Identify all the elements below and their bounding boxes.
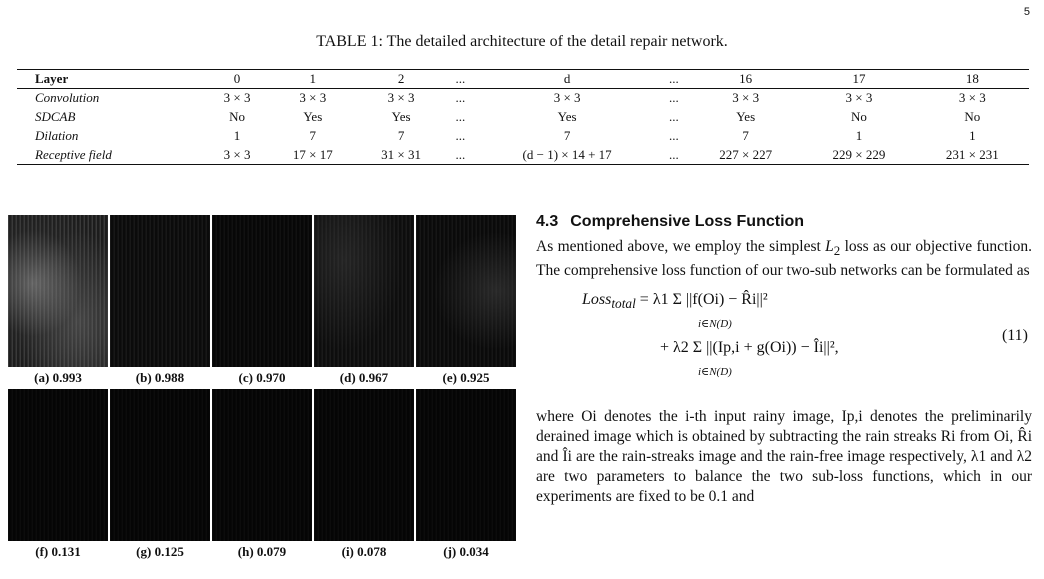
intro-paragraph [536,237,1032,281]
table-cell: 231 × 231 [945,146,999,162]
table-cell: 7 [397,128,405,143]
table-header-cell: 1 [309,71,317,86]
figure-panel-caption: (a) 0.993 [34,370,82,385]
architecture-table [17,69,1029,165]
figure-panel-caption: (d) 0.967 [339,370,389,385]
table-cell: No [964,109,981,124]
intro-math: L [825,238,834,255]
figure-panel [314,215,414,389]
section-number: 4.3 [536,213,559,230]
equation-rhs-1: = λ1 Σ ||f(Oi) − R̂i||² [639,291,768,309]
table-header-cell: 2 [397,71,405,86]
figure-panel [212,389,312,563]
table-cell: ... [455,128,466,143]
figure-panel-caption: (e) 0.925 [442,370,490,385]
table-cell: Yes [736,109,756,124]
table-cell: No [229,109,245,124]
table-cell: (d − 1) × 14 + 17 [522,146,612,162]
feature-map-image [314,215,414,367]
table-cell: 3 × 3 [387,90,415,106]
table-cell: 3 × 3 [845,90,873,106]
feature-map-image [212,215,312,367]
figure-panel [416,215,516,389]
table-cell: ... [455,146,466,162]
table-cell: 3 × 3 [958,90,986,106]
figure-panel-caption: (c) 0.970 [238,370,286,385]
feature-map-image [314,389,414,541]
table-cell: 7 [742,128,749,143]
equation-line-1 [582,291,768,312]
equation-number: (11) [1001,327,1028,345]
figure-panel [8,215,108,389]
figure-row [8,389,510,563]
body-paragraph: where Oi denotes the i-th input rainy image, Ip,i denotes the preliminarily derained image which is obtained by subtracting the rain streaks Ri from Oi, R̂i and Îi are the rain-streaks image and the rain-free image respectively, λ1 and λ2 are two parameters to balance the two sub-loss functions, which in our experiments are fixed to be 0.1 and [536,408,1032,506]
feature-map-image [110,389,210,541]
page-number: 5 [1023,6,1030,18]
table-cell: 3 × 3 [299,90,327,106]
figure-panel-caption: (g) 0.125 [136,544,184,559]
table-cell: Yes [391,109,411,124]
figure-panel [110,215,210,389]
table-cell: 3 × 3 [553,90,581,106]
equation-11 [536,287,1032,399]
feature-map-image [416,215,516,367]
feature-map-image [8,389,108,541]
equation-lhs: Loss [582,291,612,309]
section-title: Comprehensive Loss Function [570,213,805,230]
table-header-cell: d [563,71,571,86]
equation-lhs-sub: total [611,296,636,312]
intro-text-b: loss as our objective function. The comprehensive loss function of our two-sub networks can be formulated as [536,238,1033,280]
table-cell: 31 × 31 [381,146,421,162]
table-cell: 7 [309,128,317,143]
table-row-label: SDCAB [35,109,76,124]
figure-row [8,215,510,389]
table-header-cell: 18 [965,71,979,86]
table-cell: 1 [233,128,241,143]
intro-text-a: As mentioned above, we employ the simplest [536,238,826,255]
table-cell: 229 × 229 [832,146,886,162]
table-cell: ... [669,128,679,143]
table-header-cell: 0 [233,71,241,86]
table-cell: 3 × 3 [732,90,760,106]
table-cell: ... [669,146,679,162]
figure-panel-caption: (i) 0.078 [341,544,387,559]
figure-panel [110,389,210,563]
figure-panel [8,389,108,563]
table-cell: ... [455,109,466,124]
table-cell: 227 × 227 [719,146,773,162]
table-cell: ... [455,90,466,106]
table-header-cell: Layer [35,71,69,86]
equation-line-2 [660,339,839,357]
table-cell: 1 [855,128,863,143]
figure-panel [314,389,414,563]
table-row [17,127,1029,146]
table-cell: No [851,109,867,124]
intro-math-sub: 2 [833,243,841,259]
figure-panel-caption: (f) 0.131 [35,544,81,559]
table-row-label: Receptive field [35,146,112,162]
figure-grid [8,215,510,563]
section-4-3 [536,213,1032,507]
sum-index-1: i∈N(D) [698,318,732,331]
table-cell: 17 × 17 [292,146,333,162]
feature-map-image [110,215,210,367]
table-row [17,89,1029,108]
table-row-label: Dilation [35,128,79,143]
figure-panel [416,389,516,563]
table-row [17,108,1029,127]
equation-rhs-2: + λ2 Σ ||(Ip,i + g(Oi)) − Îi||², [660,339,839,357]
table-cell: 3 × 3 [223,146,251,162]
figure-panel-caption: (b) 0.988 [135,370,185,385]
table-header-row [17,70,1029,89]
sum-index-2: i∈N(D) [698,366,732,379]
section-heading [536,213,1032,231]
table-cell: ... [669,109,679,124]
table-row [17,146,1029,165]
table-caption: TABLE 1: The detailed architecture of the detail repair network. [316,33,728,50]
table-header-cell: 16 [739,71,753,86]
table-row-label: Convolution [35,90,100,106]
table-cell: 1 [969,128,976,143]
table-cell: 7 [563,128,571,143]
table-header-cell: ... [455,71,466,86]
table-cell: Yes [557,109,577,124]
table-cell: 3 × 3 [223,90,251,106]
figure-panel [212,215,312,389]
table-header-cell: ... [669,71,679,86]
table-cell: Yes [303,109,323,124]
table-header-cell: 17 [852,71,866,86]
feature-map-image [212,389,312,541]
feature-map-image [8,215,108,367]
feature-map-image [416,389,516,541]
table-cell: ... [669,90,679,106]
figure-panel-caption: (h) 0.079 [237,544,287,559]
figure-panel-caption: (j) 0.034 [443,544,489,559]
